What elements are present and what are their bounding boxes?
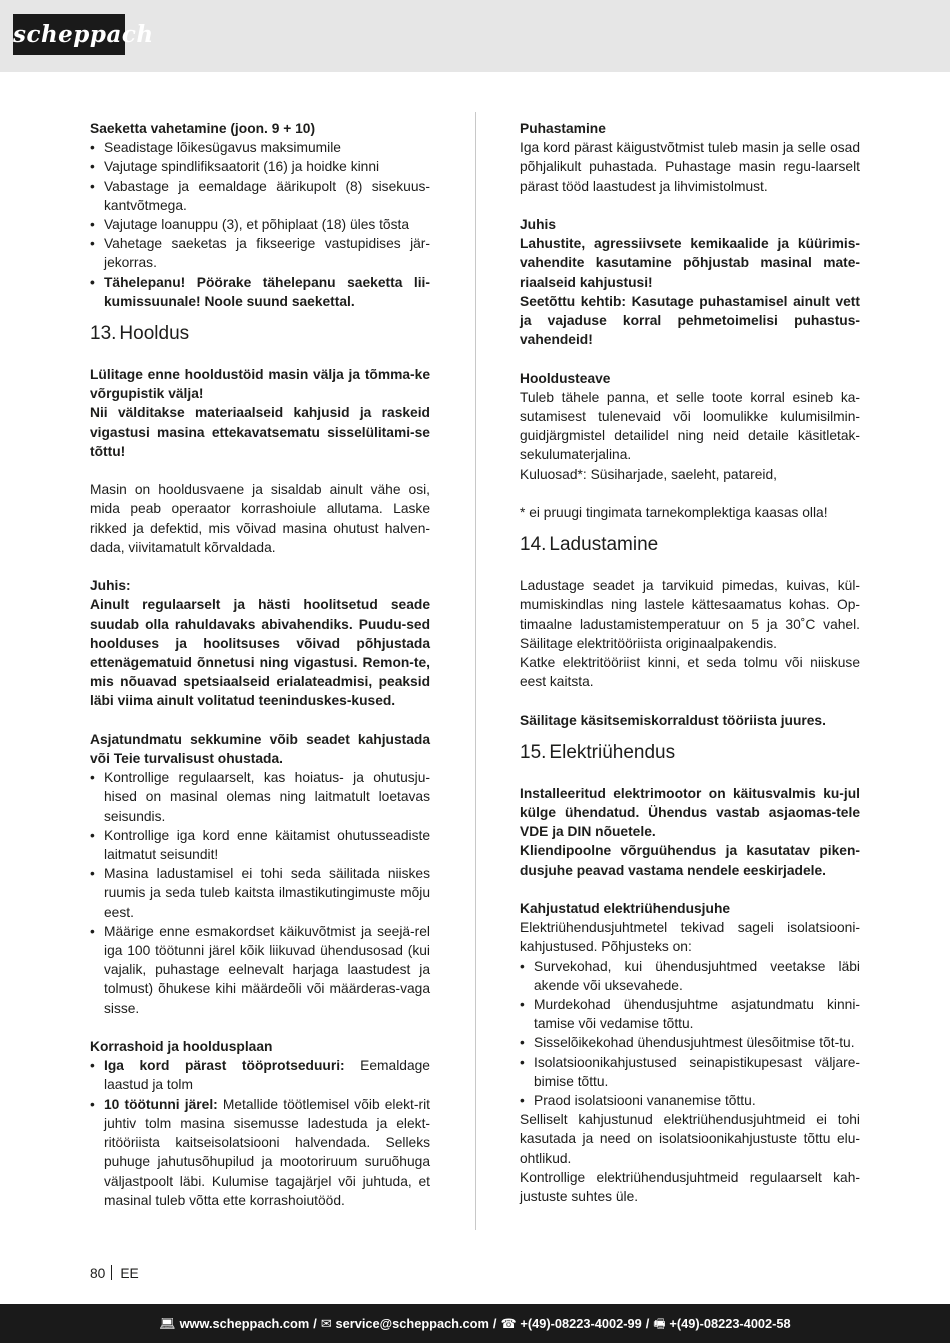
damaged-cable-intro: Elektriühendusjuhtmetel tekivad sageli isolatsiooni-kahjustused. Põhjusteks on:	[520, 920, 860, 955]
footer-separator: /	[645, 1316, 650, 1331]
page-number-area	[90, 1265, 139, 1283]
list-item: • Vajutage spindlifiksaatorit (16) ja hoidke kinni	[90, 157, 430, 176]
storage-text: Ladustage seadet ja tarvikuid pimedas, kuivas, kül-mumiskindlas ning lastele kättesaamatus kohas. Op-timaalne ladustamistemperatuur on 5 ja 30˚C vahel. Säilitage elektritööriista originaalpakendis.	[520, 578, 860, 651]
section-heading-electrical	[520, 741, 860, 765]
telephone-icon: ☎	[500, 1316, 517, 1331]
damaged-cable-heading: Kahjustatud elektriühendusjuhe	[520, 901, 731, 917]
fax-number: +(49)-08223-4002-58	[669, 1316, 791, 1331]
footer-separator: /	[492, 1316, 497, 1331]
list-item: • Survekohad, kui ühendusjuhtmed veetakse läbi akende või uksevahede.	[520, 957, 860, 995]
list-item: • Praod isolatsiooni vananemise tõttu.	[520, 1091, 860, 1110]
website-link[interactable]: www.scheppach.com	[179, 1316, 310, 1331]
left-column	[90, 119, 430, 1210]
section-title: Hooldus	[119, 323, 190, 345]
footer-separator: /	[313, 1316, 317, 1331]
list-item	[90, 1056, 430, 1094]
blade-warning-item: • Tähelepanu! Pöörake tähelepanu saeketta lii-kumissuunale! Noole suund saekettal.	[90, 273, 430, 311]
column-divider	[475, 112, 476, 1230]
list-item: • Sisselõikekohad ühendusjuhtmest ülesõitmise tõt-tu.	[520, 1033, 860, 1052]
service-info-heading: Hooldusteave	[520, 370, 611, 386]
email-link[interactable]: service@scheppach.com	[335, 1316, 489, 1331]
maintenance-warning: Lülitage enne hooldustöid masin välja ja tõmma-ke võrgupistik välja!	[90, 367, 430, 402]
language-code: EE	[120, 1266, 139, 1281]
right-column	[520, 119, 860, 1206]
section-heading-maintenance	[90, 322, 430, 346]
list-item	[90, 1095, 430, 1210]
note-text: Ainult regulaarselt ja hästi hoolitsetud seade suudab olla rahuldavaks abivahendiks. Puudu-sed hoolduses ja hoolitsuses võivad põhjustada ettenägematuid õnnetusi ning vigastusi. Remon-te, mis nõuavad spetsiaalseid erialateadmisi, peaksid läbi viima ainult volitatud teeninduskes-kused.	[90, 597, 430, 709]
phone-number: +(49)-08223-4002-99	[520, 1316, 642, 1331]
cleaning-heading: Puhastamine	[520, 121, 606, 136]
fax-icon: 🖷︎	[653, 1316, 666, 1331]
improper-intervention-heading: Asjatundmatu sekkumine võib seadet kahjustada või Teie turvalisust ohustada.	[90, 731, 430, 767]
damage-causes-list	[520, 957, 860, 1111]
list-item: • Murdekohad ühendusjuhtme asjatundmatu kinni-tamise või vedamise tõttu.	[520, 995, 860, 1033]
note-label: Juhis:	[90, 578, 131, 594]
maintenance-checks-list	[90, 768, 430, 1018]
list-item: • Isolatsioonikahjustused seinapistikupesast väljare-bimise tõttu.	[520, 1053, 860, 1091]
blade-steps-list	[90, 138, 430, 311]
electrical-requirement: Installeeritud elektrimootor on käitusvalmis ku-jul külge ühendatud. Ühendus vastab asjaomas-tele VDE ja DIN nõuetele.	[520, 785, 860, 840]
damaged-cable-warning: Selliselt kahjustunud elektriühendusjuhtmeid ei tohi kasutada ja need on isolatsioonikahjustuste tõttu elu-ohtlikud.	[520, 1112, 860, 1166]
list-item: • Masina ladustamisel ei tohi seda säilitada niiskes ruumis ja seda tuleb kaitsta ilmastikutingimuste mõju eest.	[90, 864, 430, 922]
blade-change-heading: Saeketta vahetamine (joon. 9 + 10)	[90, 121, 316, 136]
list-item: • Kontrollige iga kord enne käitamist ohutusseadiste laitmatut seisundit!	[90, 826, 430, 864]
list-item: • Seadistage lõikesügavus maksimumile	[90, 138, 430, 157]
maintenance-paragraph: Masin on hooldusvaene ja sisaldab ainult vähe osi, mida peab operaator korrashoiule allutama. Laske rikked ja defektid, mis võivad masina ohutust halven-dada, viivitamatult kõrvaldada.	[90, 482, 430, 555]
plan-interval: 10 töötunni järel:	[104, 1096, 218, 1112]
service-info-text: Tuleb tähele panna, et selle toote korral esineb ka-sutamisest tulenevaid või loomulikke kulumisilmin-guidjärgmistel detailidel ning neid detaile käsitletak-sekulumaterjalina.	[520, 389, 860, 463]
maintenance-plan-list	[90, 1056, 430, 1210]
section-number: 13.	[90, 323, 117, 345]
page-number: 80	[90, 1266, 106, 1281]
page-footer	[0, 1304, 950, 1343]
footnote: * ei pruugi tingimata tarnekomplektiga kaasas olla!	[520, 505, 828, 521]
wear-parts-text: Kuluosad*: Süsiharjade, saeleht, patareid,	[520, 466, 777, 482]
list-item: • Vajutage loanuppu (3), et põhiplaat (18) üles tõsta	[90, 215, 430, 234]
computer-icon: 💻︎	[159, 1316, 176, 1331]
damaged-cable-check: Kontrollige elektriühendusjuhtmeid regulaarselt kah-justuste suhtes üle.	[520, 1169, 860, 1205]
page-header	[0, 0, 950, 72]
section-title: Elektriühendus	[549, 741, 676, 763]
list-item: • Vahetage saeketas ja fikseerige vastupidises jär-jekorras.	[90, 234, 430, 272]
section-number: 15.	[520, 741, 547, 763]
electrical-requirement: Kliendipoolne võrguühendus ja kasutatav piken-dusjuhe peavad vastama nendele eeskirjadele.	[520, 843, 860, 878]
list-item: • Vabastage ja eemaldage äärikupolt (8) sisekuus-kantvõtmega.	[90, 177, 430, 215]
note-label: Juhis	[520, 217, 557, 232]
cleaning-text: Iga kord pärast käigustvõtmist tuleb masin ja selle osad põhjalikult puhastada. Puhastage masin regu-laarselt pärast tööd laastudest ja lihvimistolmust.	[520, 140, 860, 194]
section-heading-storage	[520, 533, 860, 557]
section-number: 14.	[520, 534, 547, 556]
list-item: • Määrige enne esmakordset käikuvõtmist ja seejä-rel iga 100 töötunni järel kõik liikuvad ühendusosad (kui vajalik, puhastage eelnevalt harjaga laastudest ja tolmust) õhukese kihi määrdeõli või määrderas-vaga sisse.	[90, 922, 430, 1018]
maintenance-warning-reason: Nii välditakse materiaalseid kahjusid ja raskeid vigastusi masina ettekavatsematu sisselülitami-se tõttu!	[90, 405, 430, 459]
maintenance-plan-heading: Korrashoid ja hooldusplaan	[90, 1039, 273, 1055]
storage-note: Säilitage käsitsemiskorraldust tööriista juures.	[520, 712, 826, 728]
section-title: Ladustamine	[549, 534, 659, 556]
plan-interval: Iga kord pärast tööprotseduuri:	[104, 1058, 345, 1074]
note-text: Seetõttu kehtib: Kasutage puhastamisel ainult vett ja vajaduse korral pehmetoimelisi puhastus-vahendeid!	[520, 293, 860, 348]
note-text: Lahustite, agressiivsete kemikaalide ja küürimis-vahendite kasutamine põhjustab masinal mate-riaalseid kahjustusi!	[520, 236, 860, 290]
list-item: • Kontrollige regulaarselt, kas hoiatus- ja ohutusju-hised on masinal olemas ning laitmatult loetavas seisundis.	[90, 768, 430, 826]
page-separator	[111, 1265, 112, 1280]
brand-logo: scheppach	[13, 14, 125, 55]
plan-task: Eemaldage laastud ja tolm	[104, 1058, 430, 1093]
plan-task: Metallide töötlemisel võib elekt-rit juhtiv tolm masina sisemusse ladestuda ja elekt-ritööriista kaitseisolatsiooni halvendada. Selleks puhuge jahutusõhupilud ja mootoriruum suruõhuga väljastpoolt läbi. Kulumise tagajärjel või juhtuda, et masinal tuleb võtta ette korrashoiutööd.	[104, 1096, 430, 1208]
storage-text: Katke elektritööriist kinni, et seda tolmu või niiskuse eest kaitsta.	[520, 655, 860, 690]
envelope-icon: ✉︎	[320, 1316, 332, 1331]
